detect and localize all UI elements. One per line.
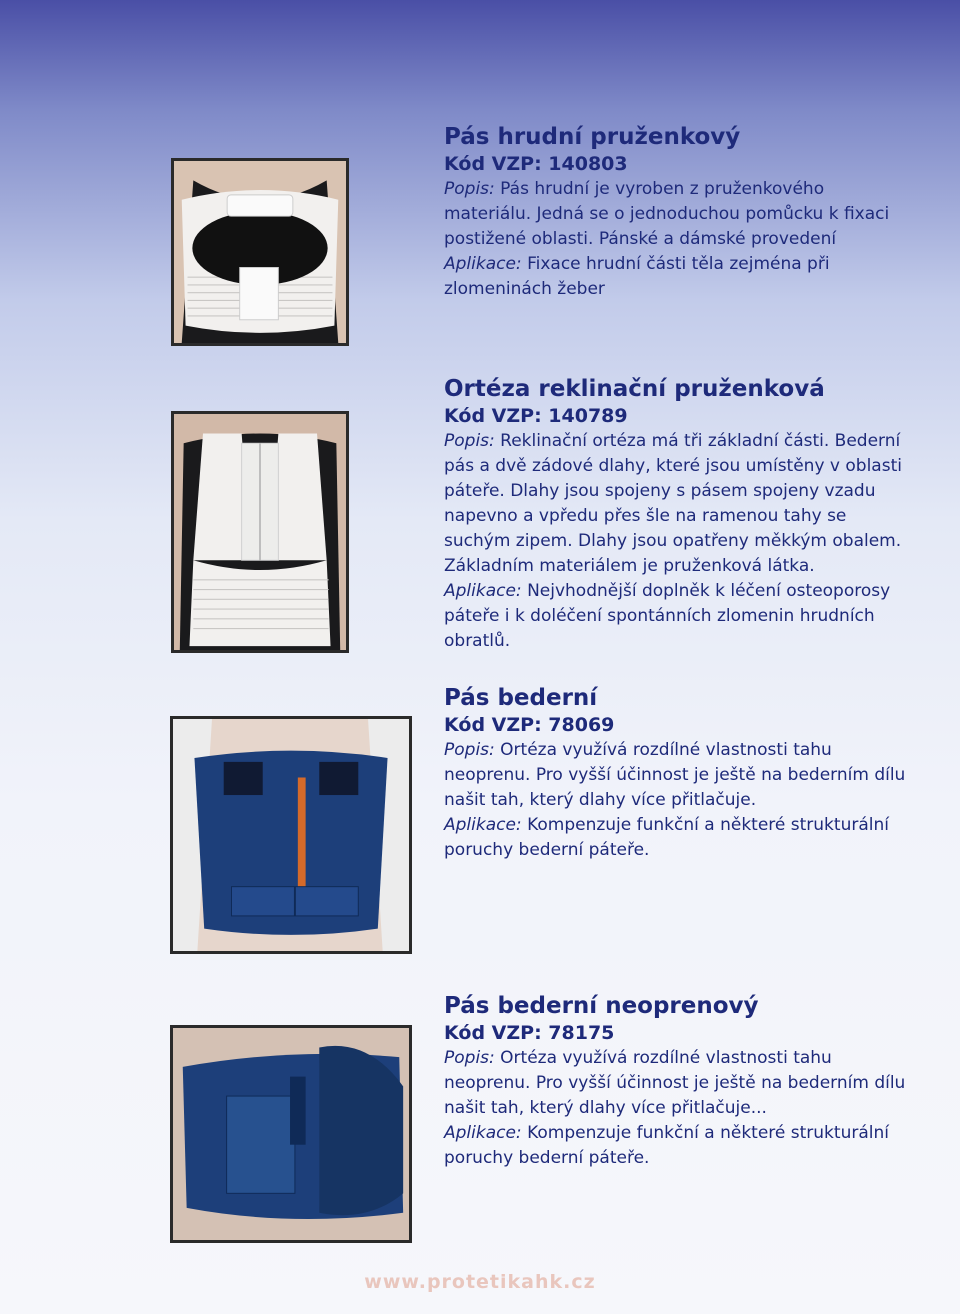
footer-url[interactable]: www.protetikahk.cz	[364, 1271, 596, 1293]
reclination-orthosis-text	[444, 374, 914, 654]
product-code: Kód VZP: 78175	[444, 1022, 615, 1044]
lumbar-belt-text	[444, 683, 914, 863]
lumbar-belt-image-icon	[173, 719, 409, 951]
product-code: Kód VZP: 140803	[444, 153, 628, 175]
product-title: Ortéza reklinační pruženková	[444, 376, 825, 402]
description-label: Popis:	[444, 431, 495, 451]
product-description	[444, 1046, 914, 1121]
product-application	[444, 579, 914, 654]
description-label: Popis:	[444, 740, 495, 760]
product-code: Kód VZP: 78069	[444, 714, 615, 736]
product-application	[444, 813, 914, 863]
application-label: Aplikace:	[444, 254, 522, 274]
application-text: Fixace hrudní části těla zejména při zlomeninách žeber	[444, 254, 830, 299]
application-label: Aplikace:	[444, 581, 522, 601]
application-text: Kompenzuje funkční a některé strukturální poruchy bederní páteře.	[444, 1123, 889, 1168]
neoprene-lumbar-belt-text	[444, 991, 914, 1171]
chest-belt-text	[444, 122, 914, 302]
product-code: Kód VZP: 140789	[444, 405, 628, 427]
product-description	[444, 738, 914, 813]
application-text: Kompenzuje funkční a některé strukturální poruchy bederní páteře.	[444, 815, 889, 860]
description-text: Pás hrudní je vyroben z pruženkového materiálu. Jedná se o jednoduchou pomůcku k fixaci postižené oblasti. Pánské a dámské provedení	[444, 179, 890, 249]
description-label: Popis:	[444, 1048, 495, 1068]
neoprene-lumbar-belt-photo	[170, 1025, 412, 1243]
product-title: Pás bederní	[444, 685, 598, 711]
description-text: Ortéza využívá rozdílné vlastnosti tahu neoprenu. Pro vyšší účinnost je ještě na bederním dílu našit tah, který dlahy více přitlačuje.	[444, 740, 906, 810]
application-label: Aplikace:	[444, 815, 522, 835]
product-title: Pás hrudní pruženkový	[444, 124, 741, 150]
application-label: Aplikace:	[444, 1123, 522, 1143]
product-description	[444, 429, 914, 579]
product-application	[444, 252, 914, 302]
description-text: Ortéza využívá rozdílné vlastnosti tahu neoprenu. Pro vyšší účinnost je ještě na bederním dílu našit tah, který dlahy více přitlačuje...	[444, 1048, 906, 1118]
product-application	[444, 1121, 914, 1171]
description-label: Popis:	[444, 179, 495, 199]
reclination-orthosis-image-icon	[174, 414, 346, 650]
application-text: Nejvhodnější doplněk k léčení osteoporosy páteře i k doléčení spontánních zlomenin hrudních obratlů.	[444, 581, 891, 651]
product-title: Pás bederní neoprenový	[444, 993, 759, 1019]
reclination-orthosis-photo	[171, 411, 349, 653]
chest-belt-image-icon	[174, 161, 346, 343]
chest-belt-photo	[171, 158, 349, 346]
product-description	[444, 177, 914, 252]
lumbar-belt-photo	[170, 716, 412, 954]
description-text: Reklinační ortéza má tři základní části. Bederní pás a dvě zádové dlahy, které jsou umístěny v oblasti páteře. Dlahy jsou spojeny s pásem spojeny vzadu napevno a vpředu přes šle na ramenou tahy se suchým zipem. Dlahy jsou opatřeny měkkým obalem. Základním materiálem je pruženková látka.	[444, 431, 902, 576]
neoprene-belt-image-icon	[173, 1028, 409, 1240]
